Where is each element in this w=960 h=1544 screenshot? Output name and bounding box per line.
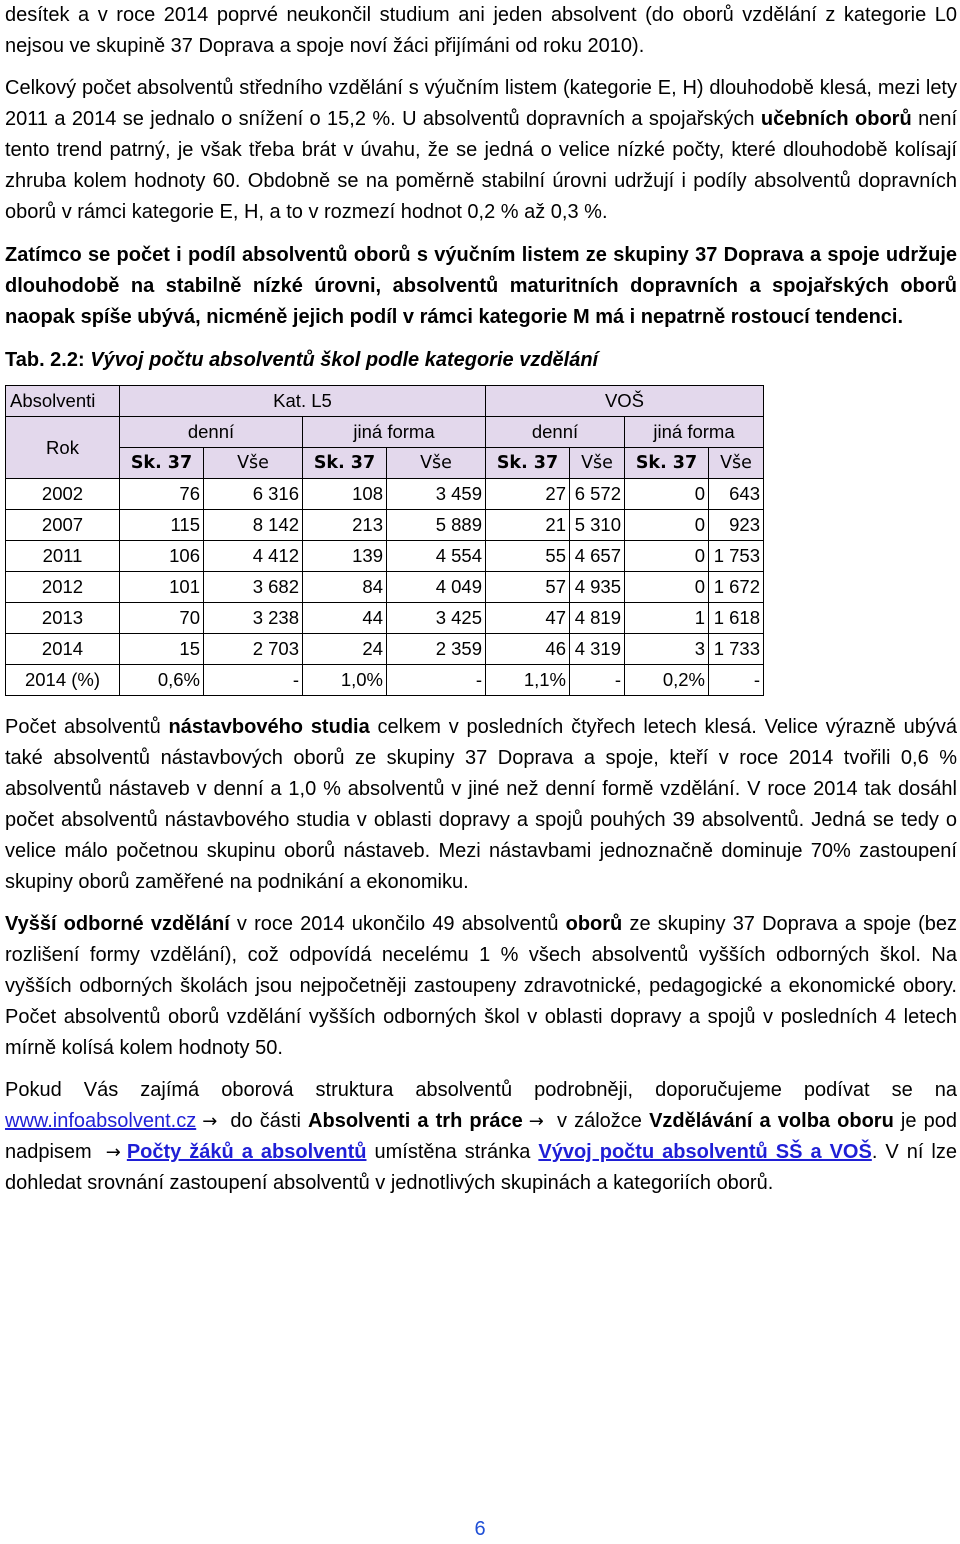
arrow-right-icon: → <box>528 1111 544 1132</box>
table-cell: 0 <box>625 479 709 510</box>
table-cell: 3 459 <box>387 479 486 510</box>
table-cell: 15 <box>120 634 204 665</box>
paragraph-5-bold-1: Vyšší odborné vzdělání <box>5 913 230 935</box>
table-cell: 6 572 <box>570 479 625 510</box>
page-number: 6 <box>474 1518 486 1540</box>
table-cell: 1 618 <box>709 603 764 634</box>
table-col-sk37: Sk. 37 <box>625 448 709 479</box>
vyvoj-poctu-link[interactable]: Vývoj počtu absolventů SŠ a VOŠ <box>538 1141 872 1163</box>
table-cell: 4 935 <box>570 572 625 603</box>
table-cell: 4 049 <box>387 572 486 603</box>
table-cell: 8 142 <box>204 510 303 541</box>
table-cell: 0 <box>625 541 709 572</box>
infoabsolvent-link[interactable]: www.infoabsolvent.cz <box>5 1110 197 1132</box>
table-cell: 101 <box>120 572 204 603</box>
paragraph-4-text-a: Počet absolventů <box>5 716 169 738</box>
table-cell: 84 <box>303 572 387 603</box>
paragraph-6-text-f: . V ní lze dohledat srovnání zastoupení absolventů v jednotlivých skupinách a kategoriích oborů. <box>5 1141 957 1194</box>
table-col-sk37: Sk. 37 <box>486 448 570 479</box>
table-cell: 3 425 <box>387 603 486 634</box>
table-cell: 1 <box>625 603 709 634</box>
table-cell: 108 <box>303 479 387 510</box>
table-cell: 27 <box>486 479 570 510</box>
table-cell: 70 <box>120 603 204 634</box>
table-header-row-1 <box>6 386 764 417</box>
paragraph-2-text-a: Celkový počet absolventů středního vzdělání s výučním listem (kategorie E, H) dlouhodobě klesá, mezi lety 2011 a 2014 se jednalo o snížení o 15,2 %. U absolventů dopravních a spojařských <box>5 77 957 130</box>
pocty-zaku-link[interactable]: Počty žáků a absolventů <box>126 1141 367 1163</box>
paragraph-2-text-b: není tento trend patrný, je však třeba brát v úvahu, že se jedná o velice nízké počty, které dlouhodobě kolísají zhruba kolem hodnoty 60. Obdobně se na poměrně stabilní úrovni udržují i podíly absolventů dopravních oborů v rámci kategorie E, H, a to v rozmezí hodnot 0,2 % až 0,3 %. <box>5 108 957 223</box>
table-cell: 2 359 <box>387 634 486 665</box>
table-cell: 57 <box>486 572 570 603</box>
table-cell: 0 <box>625 510 709 541</box>
paragraph-6-text-b: do části <box>223 1110 309 1132</box>
table-col-vse: Vše <box>570 448 625 479</box>
paragraph-4-text-b: celkem v posledních čtyřech letech klesá. Velice výrazně ubývá také absolventů nástavbových oborů ze skupiny 37 Doprava a spoje, kteří v roce 2014 tvořili 0,6 % absolventů nástaveb v denní a 1,0 % absolventů v jiné než denní formě vzdělání. V roce 2014 tak dosáhl počet absolventů nástavbového studia v oblasti dopravy a spojů pouhých 39 absolventů. Jedná se tedy o velice málo početnou skupinu oborů nástaveb. Mezi nástavbami jednoznačně dominuje 70% zastoupení skupiny oborů zaměřené na podnikání a ekonomiku. <box>5 716 957 893</box>
table-cell: 46 <box>486 634 570 665</box>
document-page <box>5 0 957 1199</box>
table-cell: 1 733 <box>709 634 764 665</box>
table-group-header-vos: VOŠ <box>486 386 764 417</box>
table-cell: 4 319 <box>570 634 625 665</box>
paragraph-1 <box>5 0 957 62</box>
table-cell: 0,2% <box>625 665 709 696</box>
table-cell-year: 2007 <box>6 510 120 541</box>
table-cell: 5 310 <box>570 510 625 541</box>
table-cell: 4 819 <box>570 603 625 634</box>
paragraph-6-text-e: umístěna stránka <box>366 1141 539 1163</box>
table-subheader-2: jiná forma <box>303 417 486 448</box>
table-cell: 0,6% <box>120 665 204 696</box>
table-cell: 47 <box>486 603 570 634</box>
paragraph-6-bold-2: Vzdělávání a volba oboru <box>649 1110 894 1132</box>
table-cell: - <box>709 665 764 696</box>
table-caption <box>5 346 957 374</box>
table-cell: 643 <box>709 479 764 510</box>
paragraph-5-bold-2: oborů <box>565 913 623 935</box>
table-col-vse: Vše <box>709 448 764 479</box>
table-cell: 1 753 <box>709 541 764 572</box>
table-cell: 3 238 <box>204 603 303 634</box>
table-cell: - <box>204 665 303 696</box>
table-header-row-2 <box>6 417 764 448</box>
paragraph-6-bold-1: Absolventi a trh práce <box>308 1110 523 1132</box>
table-body <box>6 479 764 696</box>
paragraph-2 <box>5 73 957 228</box>
table-row <box>6 541 764 572</box>
table-group-header-l5: Kat. L5 <box>120 386 486 417</box>
table-row <box>6 634 764 665</box>
table-cell-year: 2014 (%) <box>6 665 120 696</box>
table-cell: 55 <box>486 541 570 572</box>
table-cell: 1,1% <box>486 665 570 696</box>
graduates-table <box>5 385 764 696</box>
table-col-vse: Vše <box>204 448 303 479</box>
table-cell-year: 2011 <box>6 541 120 572</box>
table-row <box>6 665 764 696</box>
table-cell: 4 554 <box>387 541 486 572</box>
paragraph-3 <box>5 240 957 333</box>
table-cell: 0 <box>625 572 709 603</box>
paragraph-4-bold: nástavbového studia <box>168 716 370 738</box>
paragraph-6-text-a: Pokud Vás zajímá oborová struktura absolventů podrobněji, doporučujeme podívat se na <box>5 1079 957 1101</box>
table-cell-year: 2012 <box>6 572 120 603</box>
table-cell: - <box>387 665 486 696</box>
table-col-vse: Vše <box>387 448 486 479</box>
table-cell: 24 <box>303 634 387 665</box>
table-cell: 115 <box>120 510 204 541</box>
table-row <box>6 572 764 603</box>
table-caption-number: Tab. 2.2: <box>5 349 85 371</box>
table-row <box>6 603 764 634</box>
table-cell-year: 2014 <box>6 634 120 665</box>
table-subheader-1: denní <box>120 417 303 448</box>
table-row <box>6 510 764 541</box>
paragraph-2-bold: učebních oborů <box>760 108 912 130</box>
paragraph-4 <box>5 712 957 898</box>
table-cell: 44 <box>303 603 387 634</box>
table-cell: 5 889 <box>387 510 486 541</box>
table-cell-year: 2013 <box>6 603 120 634</box>
table-header-row-3 <box>6 448 764 479</box>
table-cell: 3 <box>625 634 709 665</box>
table-caption-text: Vývoj počtu absolventů škol podle kategorie vzdělání <box>84 349 599 371</box>
table-cell: 139 <box>303 541 387 572</box>
table-corner-header: Absolventi <box>6 386 120 417</box>
table-cell: 213 <box>303 510 387 541</box>
paragraph-5-text-a: v roce 2014 ukončilo 49 absolventů <box>229 913 566 935</box>
table-cell: 6 316 <box>204 479 303 510</box>
paragraph-6 <box>5 1075 957 1199</box>
table-cell: 4 657 <box>570 541 625 572</box>
table-row <box>6 479 764 510</box>
table-cell: 3 682 <box>204 572 303 603</box>
table-subheader-4: jiná forma <box>625 417 764 448</box>
paragraph-6-text-c: v záložce <box>549 1110 650 1132</box>
table-year-header: Rok <box>6 417 120 479</box>
table-cell: 2 703 <box>204 634 303 665</box>
paragraph-1-text: desítek a v roce 2014 poprvé neukončil studium ani jeden absolvent (do oborů vzdělání z kategorie L0 nejsou ve skupině 37 Doprava a spoje noví žáci přijímáni od roku 2010). <box>5 4 957 57</box>
table-cell: 21 <box>486 510 570 541</box>
table-cell: 1,0% <box>303 665 387 696</box>
paragraph-3-text: Zatímco se počet i podíl absolventů oborů s výučním listem ze skupiny 37 Doprava a spoje udržuje dlouhodobě na stabilně nízké úrovni, absolventů maturitních dopravních a spojařských oborů naopak spíše ubývá, nicméně jejich podíl v rámci kategorie M má i nepatrně rostoucí tendenci. <box>5 244 957 328</box>
paragraph-5-text-b: ze skupiny 37 Doprava a spoje (bez rozlišení formy vzdělání), což odpovídá necelému 1 % všech absolventů vyšších odborných škol. Na vyšších odborných školách jsou nejpočetněji zastoupeny zdravotnické, pedagogické a ekonomické obory. Počet absolventů oborů vzdělání vyšších odborných škol v oblasti dopravy a spojů v posledních 4 letech mírně kolísá kolem hodnoty 50. <box>5 913 958 1059</box>
table-cell-year: 2002 <box>6 479 120 510</box>
table-cell: - <box>570 665 625 696</box>
table-col-sk37: Sk. 37 <box>303 448 387 479</box>
table-cell: 106 <box>120 541 204 572</box>
table-cell: 76 <box>120 479 204 510</box>
table-subheader-3: denní <box>486 417 625 448</box>
table-cell: 4 412 <box>204 541 303 572</box>
paragraph-5 <box>5 909 957 1064</box>
arrow-right-icon: → <box>202 1111 218 1132</box>
table-cell: 1 672 <box>709 572 764 603</box>
arrow-right-icon: → <box>105 1142 121 1163</box>
table-cell: 923 <box>709 510 764 541</box>
table-col-sk37: Sk. 37 <box>120 448 204 479</box>
paragraph-6-text-d: je pod nadpisem <box>5 1110 957 1163</box>
